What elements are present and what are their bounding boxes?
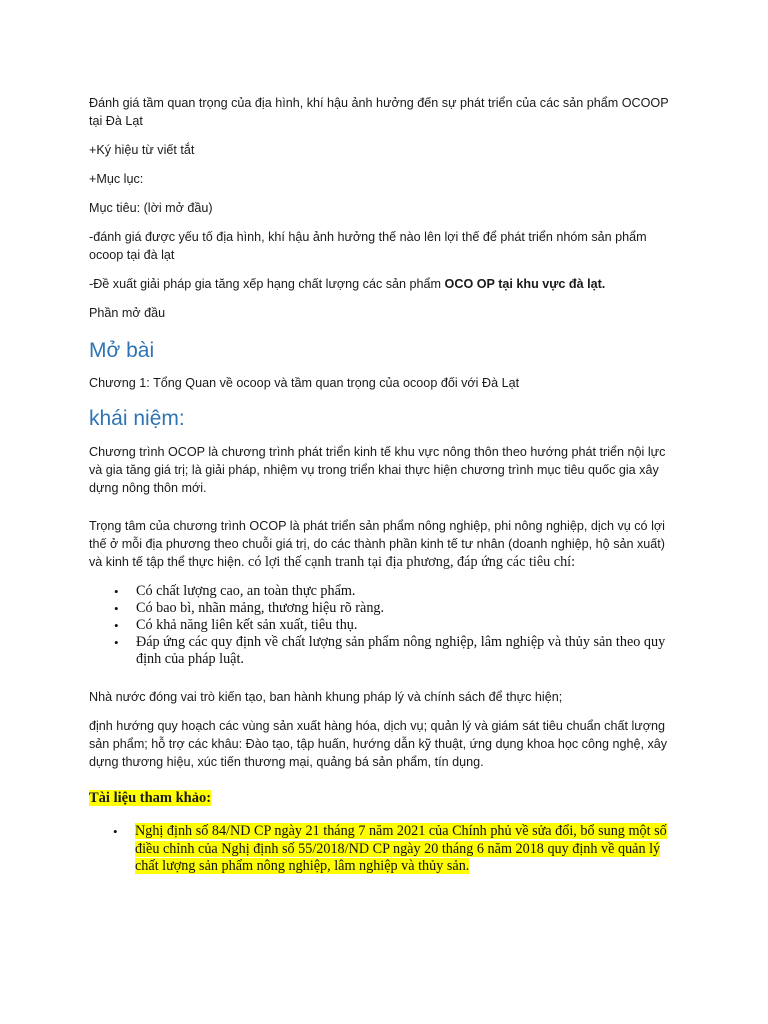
bullet-icon: • <box>114 601 119 616</box>
paragraph-ocop-focus <box>89 517 681 571</box>
bullet-icon: • <box>114 635 119 650</box>
paragraph-state-role: Nhà nước đóng vai trò kiến tạo, ban hành khung pháp lý và chính sách để thực hiện; <box>89 690 563 704</box>
criteria-list <box>89 583 681 668</box>
list-item: • Có khả năng liên kết sản xuất, tiêu thụ. <box>114 617 358 633</box>
focus-criteria-intro: có lợi thế cạnh tranh tại địa phương, đáp ứng các tiêu chí: <box>244 554 576 570</box>
objective-2-bold: OCO OP tại khu vực đà lạt. <box>444 277 606 291</box>
focus-text: Trọng tâm của chương trình OCOP là phát triển sản phẩm nông nghiệp, phi nông nghiệp, dịch vụ có lợi thế ở mỗi địa phương theo chuỗi giá trị, do các thành phần kinh tế tư nhân (doanh nghiệp, hộ sản xuất) và kinh tế tập thể thực hiện. <box>89 519 665 569</box>
list-item: • Có chất lượng cao, an toàn thực phẩm. <box>114 583 356 599</box>
objective-2-text: -Đề xuất giải pháp gia tăng xếp hạng chất lượng các sản phẩm <box>89 277 445 291</box>
heading-khai-niem: khái niệm: <box>89 407 185 430</box>
objective-1: -đánh giá được yếu tố địa hình, khí hậu ảnh hưởng thế nào lên lợi thế để phát triển nhóm sản phẩm ocoop tại đà lạt <box>89 230 647 262</box>
bullet-icon: • <box>114 584 119 599</box>
bullet-icon: • <box>114 618 119 633</box>
document-body <box>89 94 689 876</box>
paragraph-ocop-definition: Chương trình OCOP là chương trình phát triển kinh tế khu vực nông thôn theo hướng phát triển nội lực và gia tăng giá trị; là giải pháp, nhiệm vụ trong triển khai thực hiện chương trình mục tiêu quốc gia xây dựng nông thôn mới. <box>89 445 666 495</box>
intro-title: Đánh giá tầm quan trọng của địa hình, khí hậu ảnh hưởng đến sự phát triển của các sản phẩm OCOOP tại Đà Lạt <box>89 96 669 128</box>
list-item: • Đáp ứng các quy định về chất lượng sản phẩm nông nghiệp, lâm nghiệp và thủy sản theo quy định của pháp luật. <box>114 634 666 667</box>
objective-line: Mục tiêu: (lời mở đầu) <box>89 201 213 215</box>
bullet-icon: • <box>113 824 118 839</box>
paragraph-planning: định hướng quy hoạch các vùng sản xuất hàng hóa, dịch vụ; quản lý và giám sát tiêu chuẩn chất lượng sản phẩm; hỗ trợ các khâu: Đào tạo, tập huấn, hướng dẫn kỹ thuật, ứng dụng khoa học công nghệ, xây dựng thương hiệu, xúc tiến thương mại, quảng bá sản phẩm, tín dụng. <box>89 719 668 769</box>
list-item: • Có bao bì, nhãn mảng, thương hiệu rõ ràng. <box>114 600 385 616</box>
reference-item: • Nghị định số 84/ND CP ngày 21 tháng 7 năm 2021 của Chính phủ về sửa đổi, bổ sung một số điều chỉnh của Nghị định số 55/2018/ND CP ngày 20 tháng 6 năm 2018 quy định về quản lý chất lượng sản phẩm nông nghiệp, lâm nghiệp và thủy sản. <box>113 823 667 874</box>
opening-line: Phần mở đầu <box>89 306 166 320</box>
abbreviations-line: +Ký hiệu từ viết tắt <box>89 143 195 157</box>
objective-2 <box>89 275 689 293</box>
chapter-1-title: Chương 1: Tổng Quan về ocoop và tầm quan trọng của ocoop đối với Đà Lạt <box>89 376 520 390</box>
references-title: Tài liệu tham khảo: <box>89 790 212 806</box>
heading-mo-bai: Mở bài <box>89 339 155 362</box>
toc-line: +Mục lục: <box>89 172 144 186</box>
